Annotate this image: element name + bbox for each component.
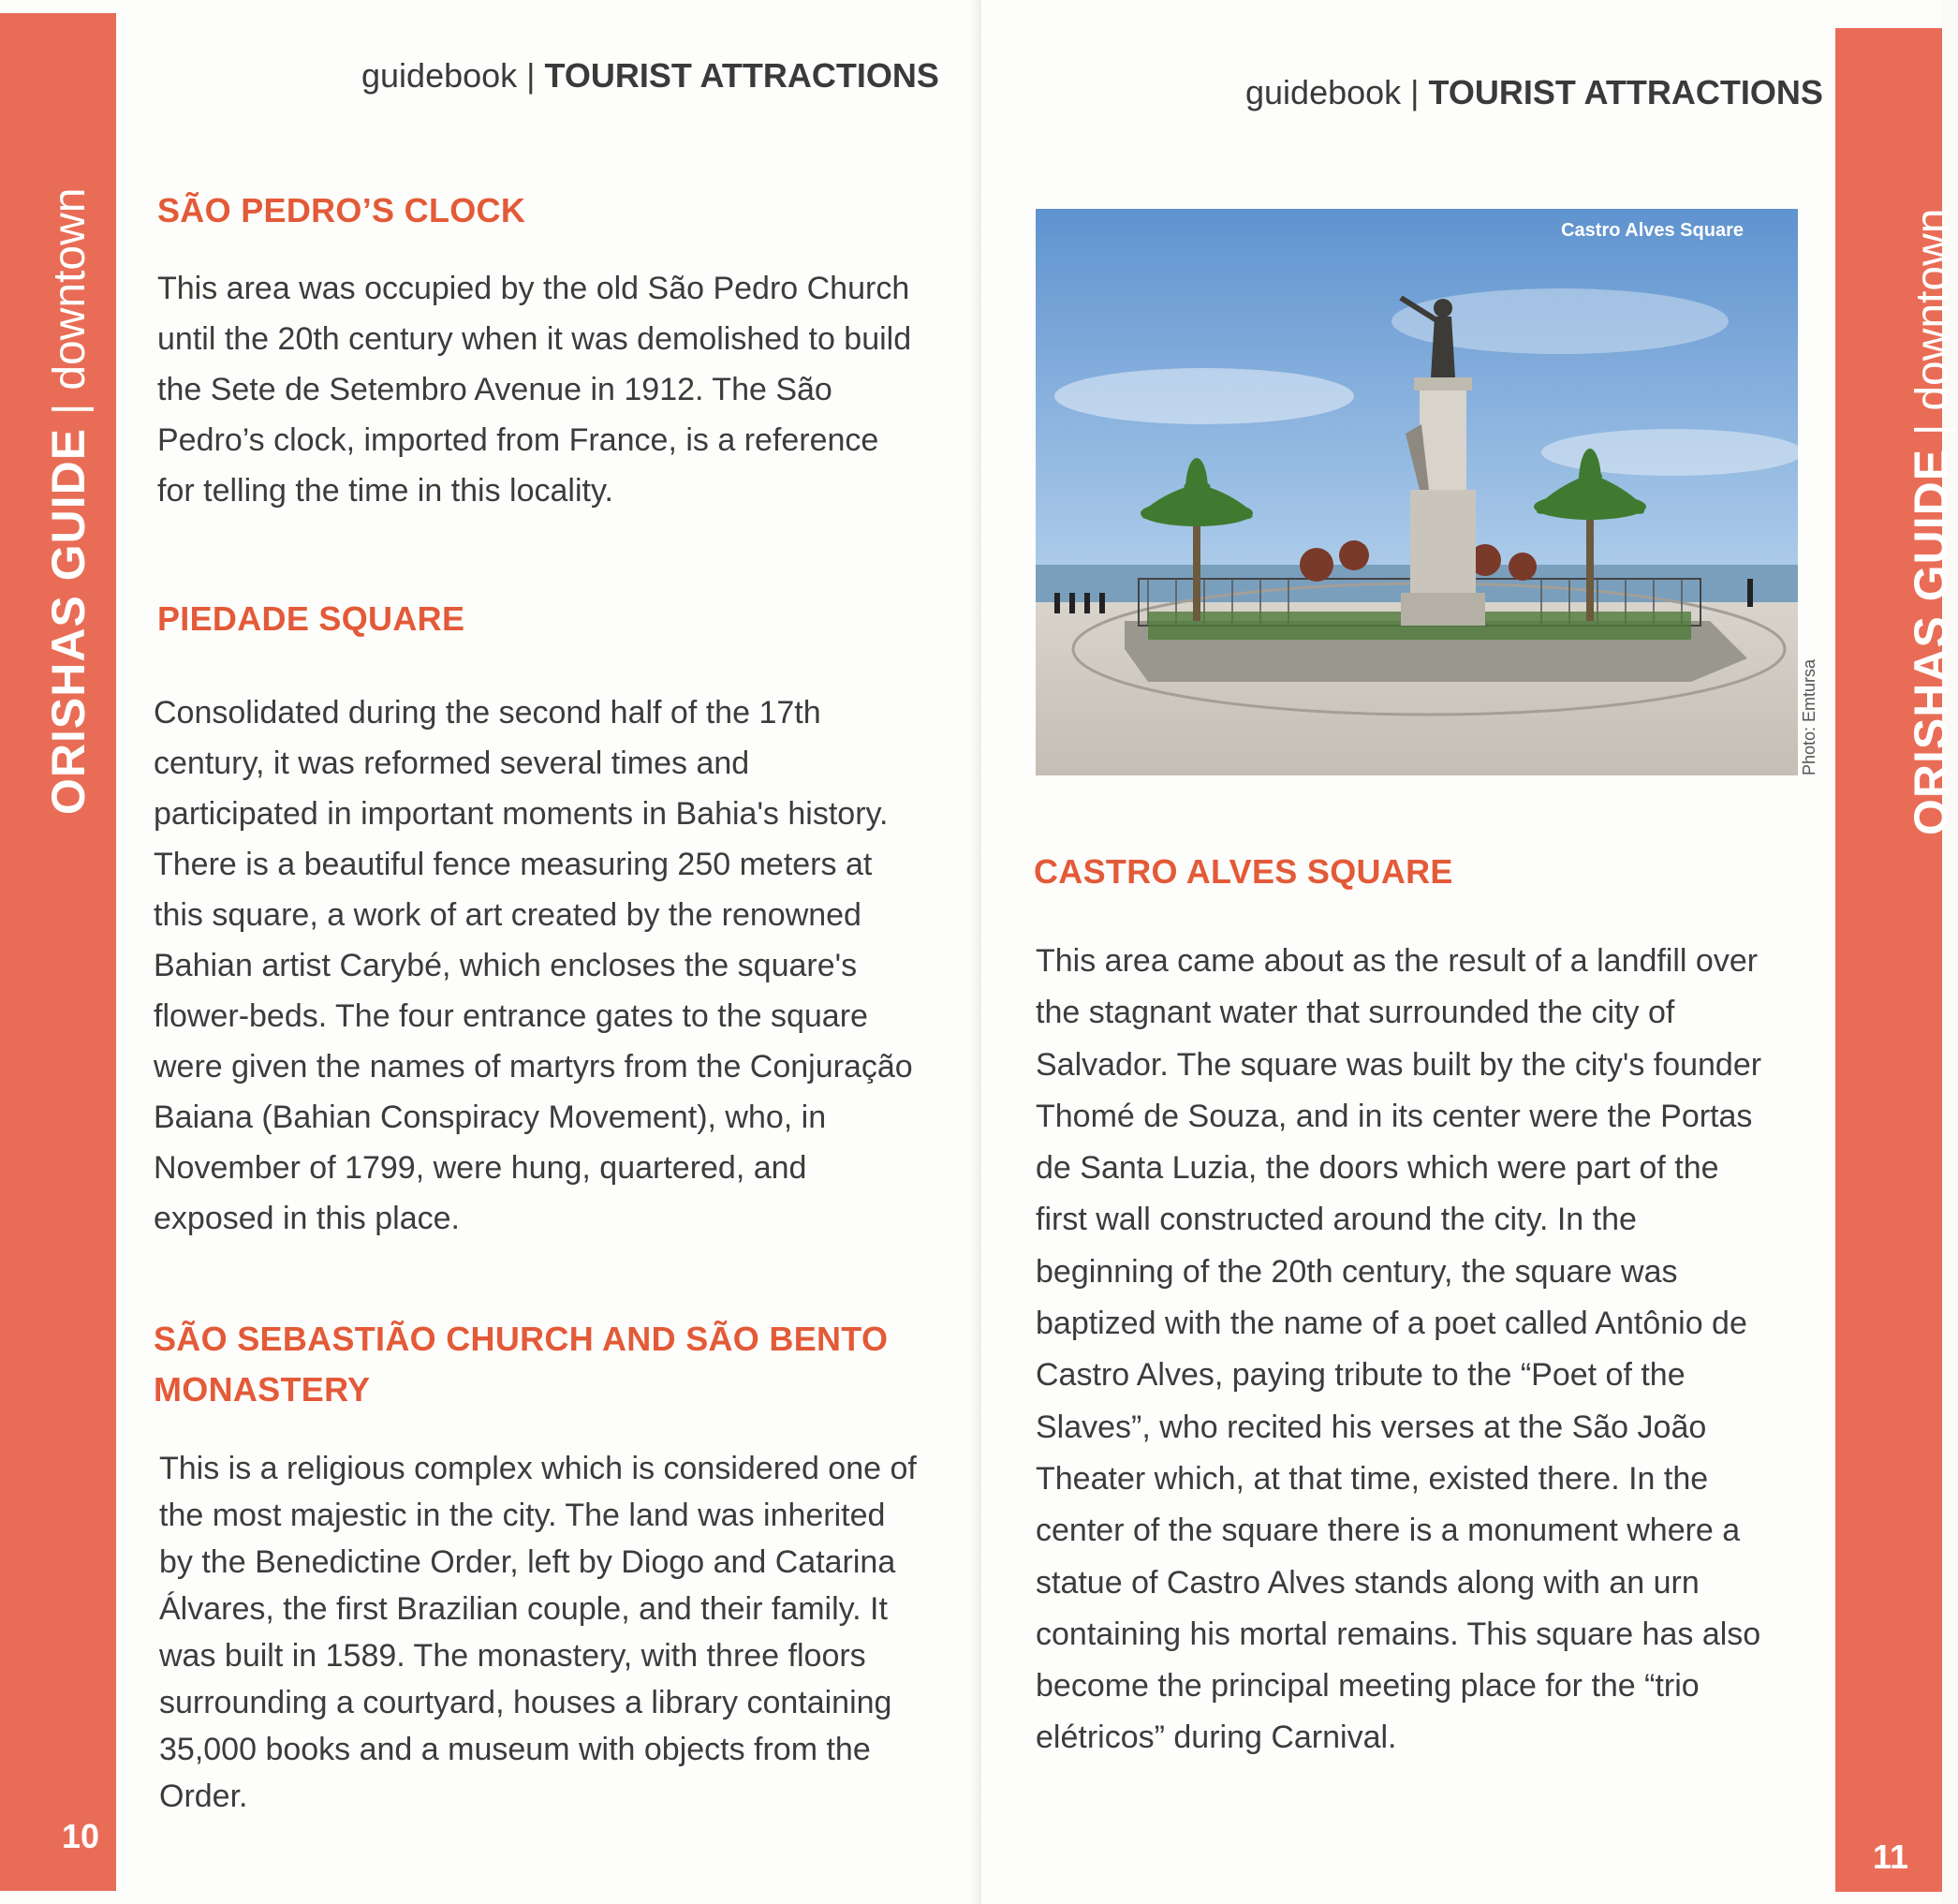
right-page — [981, 0, 1957, 1904]
section-title-piedade-square: PIEDADE SQUARE — [157, 594, 464, 644]
photo-credit: Photo: Emtursa — [1800, 658, 1818, 775]
castro-alves-square-photo — [1036, 209, 1798, 775]
side-band-title: ORISHAS GUIDE | downtown — [1905, 208, 1957, 835]
page-number: 10 — [62, 1817, 100, 1855]
side-band-title: ORISHAS GUIDE | downtown — [42, 187, 95, 815]
photo-illustration — [1036, 209, 1798, 775]
section-title-castro-alves-square: CASTRO ALVES SQUARE — [1034, 847, 1453, 897]
section-body-castro-alves-square: This area came about as the result of a landfill over the stagnant water that surrounded the city of Salvador. The square was built by the city's founder Thomé de Souza, and in its center were the Portas de Santa Luzia, the doors which were part of the first wall constructed around the city. In the beginning of the 20th century, the square was baptized with the name of a poet called Antônio de Castro Alves, paying tribute to the “Poet of the Slaves”, who recited his verses at the São João Theater which, at that time, existed there. In the center of the square there is a monument where a statue of Castro Alves stands along with an urn containing his mortal remains. This square has also become the principal meeting place for the “trio elétricos” during Carnival. — [1036, 943, 1762, 1756]
section-title-sao-pedro-clock: SÃO PEDRO’S CLOCK — [157, 185, 525, 236]
section-body-sao-pedro-clock: This area was occupied by the old São Pedro Church until the 20th century when it was demolished to build the Sete de Setembro Avenue in 1912. The São Pedro’s clock, imported from France, is a reference for telling the time in this locality. — [157, 271, 912, 509]
running-header: guidebook | TOURIST ATTRACTIONS — [1245, 73, 1823, 111]
photo-caption: Castro Alves Square — [1561, 220, 1744, 241]
running-header: guidebook | TOURIST ATTRACTIONS — [361, 56, 939, 95]
section-body-piedade-square: Consolidated during the second half of the 17th century, it was reformed several times and participated in important moments in Bahia's history. There is a beautiful fence measuring 250 meters at this square, a work of art created by the renowned Bahian artist Carybé, which encloses the square's flower-beds. The four entrance gates to the square were given the names of martyrs from the Conjuração Baiana (Bahian Conspiracy Movement), who, in November of 1799, were hung, quartered, and exposed in this place. — [154, 695, 913, 1236]
section-body-sao-sebastiao-church: This is a religious complex which is considered one of the most majestic in the city. The land was inherited by the Benedictine Order, left by Diogo and Catarina Álvares, the first Brazilian couple, and their family. It was built in 1589. The monastery, with three floors surrounding a courtyard, houses a library containing 35,000 books and a museum with objects from the Order. — [159, 1451, 917, 1814]
page-number: 11 — [1873, 1838, 1909, 1876]
section-title-sao-sebastiao-church: SÃO SEBASTIÃO CHURCH AND SÃO BENTO MONASTERY — [154, 1314, 888, 1415]
